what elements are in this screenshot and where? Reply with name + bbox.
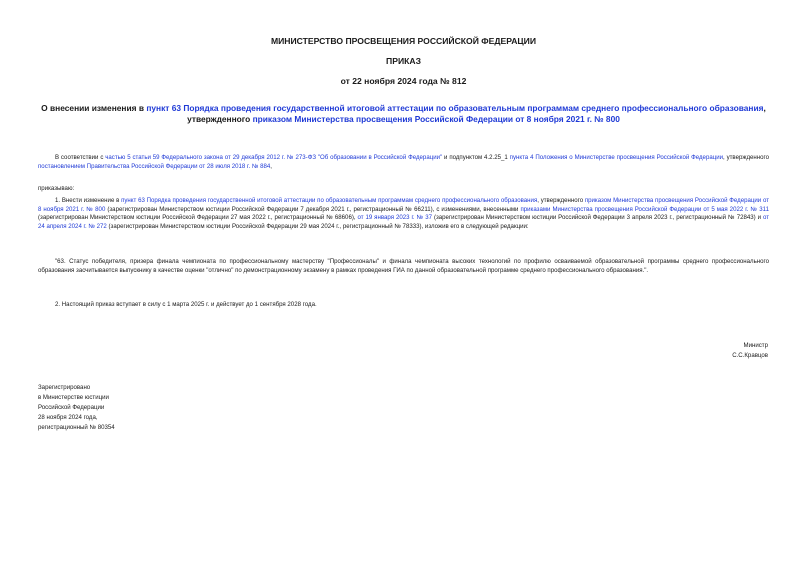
registration-line-1: Зарегистрировано [38,384,91,391]
registration-line-3: Российской Федерации [38,404,105,411]
ministry-name: МИНИСТЕРСТВО ПРОСВЕЩЕНИЯ РОССИЙСКОЙ ФЕДЕРАЦИИ [270,36,537,46]
title-text-1: О внесении изменения в [41,103,147,113]
item1-text-2: , утвержденного [537,197,585,204]
item-1 [38,197,769,232]
item1-link-order-272[interactable]: от 24 апреля 2024 г. № 272 [38,214,769,231]
doc-type: ПРИКАЗ [386,56,421,66]
order-word: приказываю: [38,185,75,192]
preamble [38,154,769,171]
item-2: 2. Настоящий приказ вступает в силу с 1 марта 2025 г. и действует до 1 сентября 2028 года. [55,301,317,308]
item1-text-6: (зарегистрирован Министерством юстиции Российской Федерации 29 мая 2024 г., регистрационный № 78333), изложив его в следующей редакции: [106,223,529,231]
registration-line-5: регистрационный № 80354 [38,424,115,431]
preamble-text-1: В соответствии с [55,154,106,161]
title-text-2: , утвержденного [187,103,766,124]
preamble-text-4: , [270,162,272,170]
preamble-link-regulation[interactable]: пункта 4 Положения о Министерстве просвещения Российской Федерации [509,154,724,161]
item1-text-1: 1. Внести изменение в [55,197,122,204]
doc-title [36,103,771,125]
item1-link-procedure[interactable]: пункт 63 Порядка проведения государственной итоговой аттестации по образовательным программам среднего профессионального образования [121,197,538,204]
item1-text-4: (зарегистрирован Министерством юстиции Российской Федерации 27 мая 2022 г., регистрационный № 68606), [38,214,358,222]
preamble-text-3: , утвержденного [723,154,769,161]
doc-date-number: от 22 ноября 2024 года № 812 [340,76,467,86]
title-link-order-800[interactable]: приказом Министерства просвещения Российской Федерации от 8 ноября 2021 г. № 800 [252,114,620,124]
item1-link-order-800[interactable]: приказом Министерства просвещения Российской Федерации от 8 ноября 2021 г. № 800 [38,197,769,213]
registration-line-4: 28 ноября 2024 года, [38,414,98,421]
item1-text-5: (зарегистрирован Министерством юстиции Российской Федерации 3 апреля 2023 г., регистрационный № 72843) и [432,214,763,222]
preamble-link-law[interactable]: частью 5 статьи 59 Федерального закона от 29 декабря 2012 г. № 273-ФЗ "Об образовании в Российской Федерации" [105,154,443,161]
preamble-link-resolution[interactable]: постановлением Правительства Российской Федерации от 28 июля 2018 г. № 884 [38,162,271,170]
signature-name: С.С.Кравцов [732,352,768,359]
quoted-paragraph-63: "63. Статус победителя, призера финала чемпионата по профессиональному мастерству "Профессионалы" и финала чемпионата высоких технологий по профилю осваиваемой образовательной программы среднего профессионального образования засчитывается выпускнику в качестве оценки "отлично" по демонстрационному экзамену в рамках проведения ГИА по данной образовательной программе среднего профессионального образования.". [38,258,769,274]
item1-text-3: (зарегистрирован Министерством юстиции Российской Федерации 7 декабря 2021 г., регистрационный № 66211), с изменениями, внесенными [105,205,521,213]
signature-position: Министр [743,342,768,349]
preamble-text-2: и подпунктом 4.2.25_1 [442,154,510,161]
item1-link-order-37[interactable]: от 19 января 2023 г. № 37 [357,214,433,222]
title-link-procedure[interactable]: пункт 63 Порядка проведения государственной итоговой аттестации по образовательным программам среднего профессионального образования [146,103,764,113]
item1-link-order-311[interactable]: приказами Министерства просвещения Российской Федерации от 5 мая 2022 г. № 311 [520,205,769,213]
registration-line-2: в Министерстве юстиции [38,394,109,401]
